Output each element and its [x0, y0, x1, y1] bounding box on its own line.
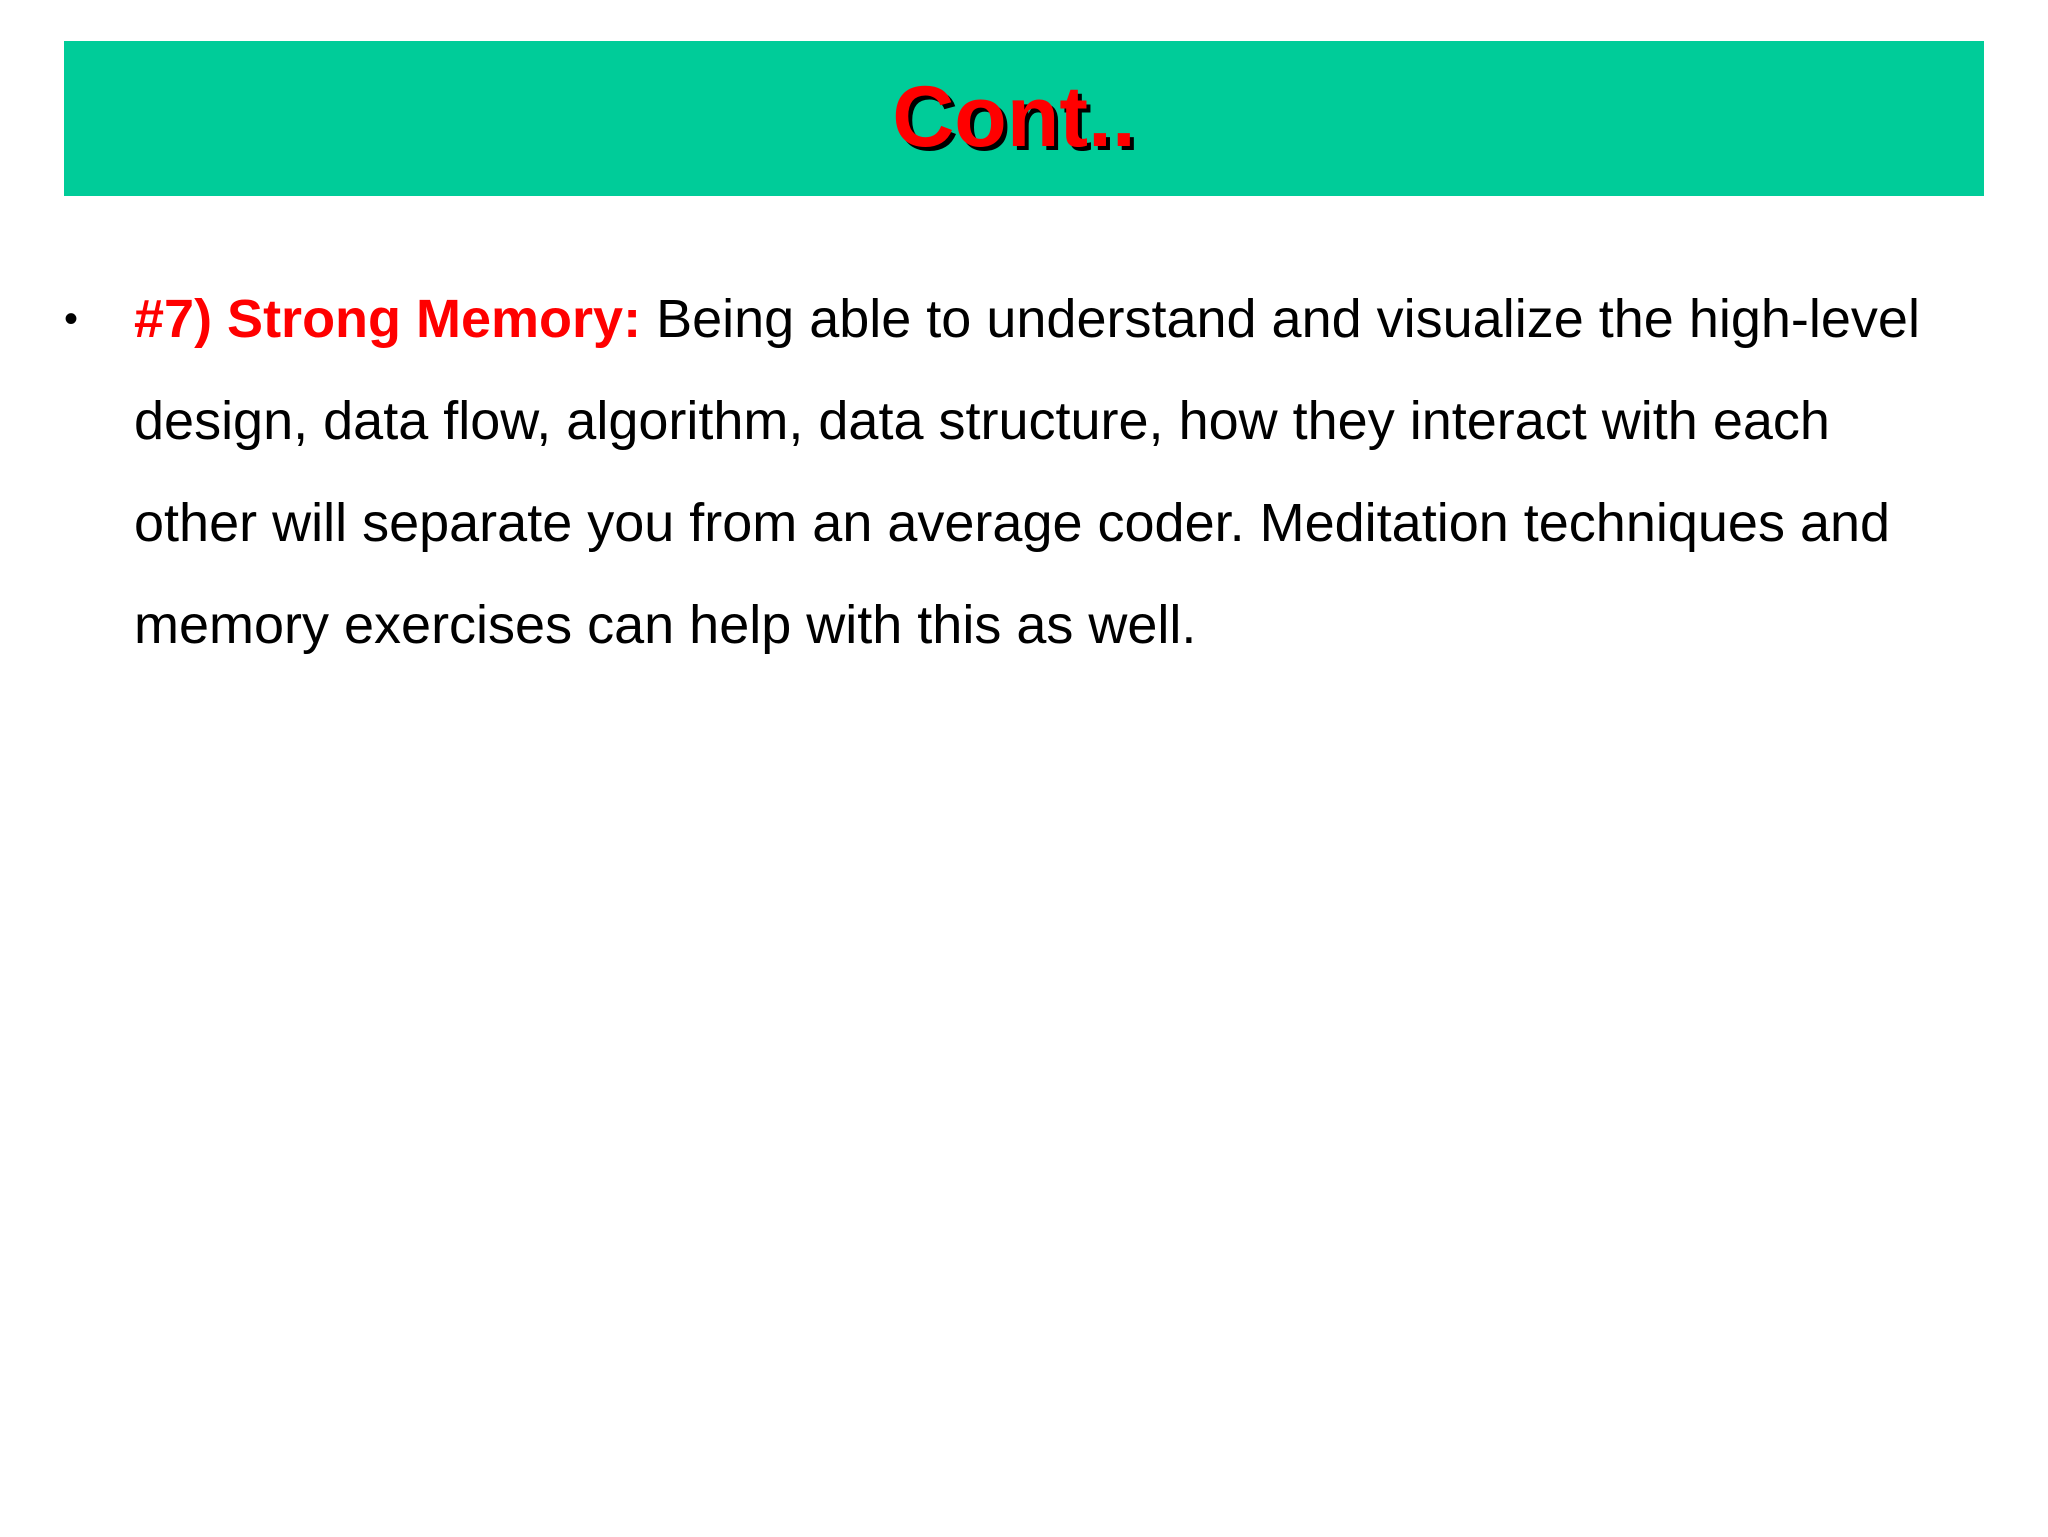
title-bar — [64, 41, 1984, 196]
bullet-label: #7) Strong Memory: — [134, 289, 642, 349]
bullet-text: Being able to understand and visualize the high-level design, data flow, algorithm, data structure, how they interact with each other will separate you from an average coder. Meditation techniques and memory exercises can help with this as well. — [134, 289, 1920, 655]
bullet-marker: • — [64, 297, 79, 341]
bullet-item — [64, 268, 1944, 676]
slide-content — [64, 268, 1944, 676]
slide-title: Cont.. — [892, 68, 1136, 165]
